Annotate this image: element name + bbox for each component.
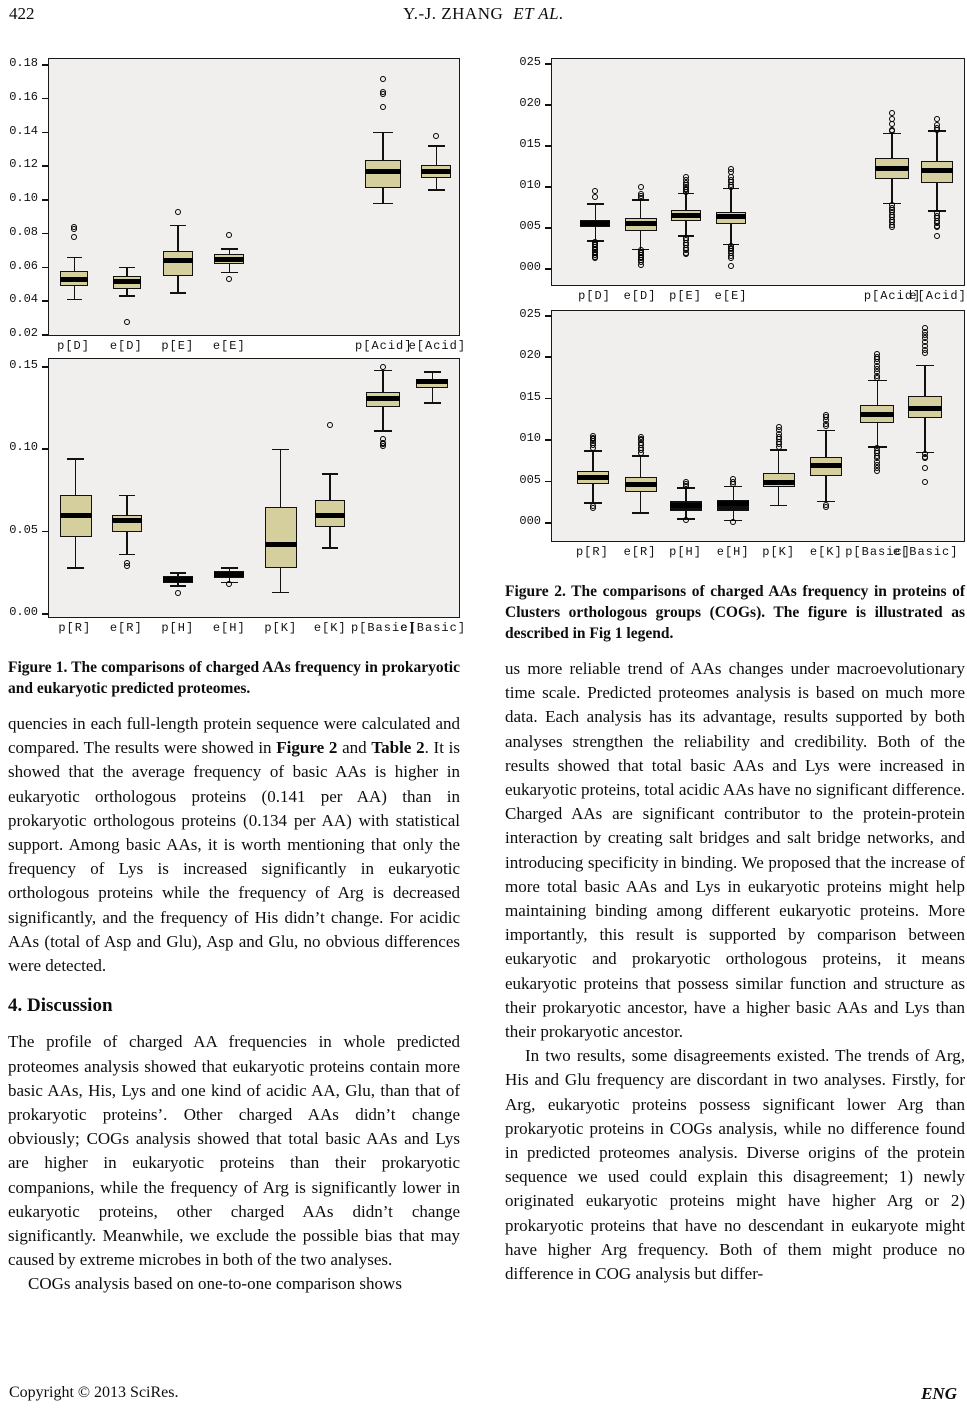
whisker-cap [119, 295, 134, 297]
whisker-cap [373, 132, 393, 134]
x-category-label: p[R] [58, 621, 92, 635]
outlier-point [590, 505, 596, 511]
whisker-cap [272, 592, 290, 594]
text-run: In two results, some disagreements existed. The trends of Arg, His and Glu frequency are discordant in two analyses. Firstly, for Arg, eukaryotic proteins possess significant lower Arg than prokaryotic proteins in COGs analysis, while no difference found in predicted proteomes analysis. Diverse origins of the protein sequence we used could explain this disagreement; 1) newly originated eukaryotic proteins might have higher Arg or 2) prokaryotic proteins that have no descendant in eukaryote might have higher Arg frequency. Both of them might produce no difference in COG analysis but differ- [505, 1046, 965, 1284]
page-number: 422 [9, 4, 35, 23]
median-p[D] [580, 221, 610, 226]
whisker-cap [170, 225, 187, 227]
y-tick-label: 015 [519, 389, 541, 404]
whisker-cap [587, 203, 604, 205]
median-p[Acid] [875, 166, 909, 171]
plot-area [48, 358, 460, 618]
x-category-label: p[Acid] [863, 289, 922, 303]
x-category-label: p[Acid] [355, 339, 413, 353]
y-tick-mark [545, 268, 551, 270]
x-category-label: p[E] [669, 289, 702, 303]
median-p[Basic] [860, 412, 894, 417]
box-p[Acid] [365, 160, 401, 189]
running-head-etal: ET AL. [513, 4, 564, 23]
y-tick-label: 005 [519, 472, 541, 487]
whisker-cap [373, 203, 393, 205]
y-tick-label: 020 [519, 348, 541, 363]
figure1 [8, 56, 467, 699]
whisker-cap [119, 554, 136, 556]
x-category-label: e[D] [109, 339, 143, 353]
figure2-top-boxplot [505, 55, 965, 286]
x-category-label: p[D] [578, 289, 611, 303]
y-tick-mark [42, 267, 48, 269]
outlier-point [590, 445, 596, 451]
y-tick-mark [42, 613, 48, 615]
x-category-label: p[H] [161, 621, 195, 635]
outlier-point [874, 468, 880, 474]
whisker-cap [221, 567, 238, 569]
y-tick-mark [42, 199, 48, 201]
outlier-point [71, 234, 77, 240]
whisker-cap [67, 257, 82, 259]
text-run: us more reliable trend of AAs changes under macroevolutionary time scale. Predicted proteomes analysis is based on much more data. Each analysis has its advantage, results supported by both analyses strengthen the reliability and credibility. Both of the results showed that total basic AAs and Lys were increased in eukaryotic proteins, total acidic AAs have no significant difference. Charged AAs are significant contributor to the protein-protein interaction by creating salt bridges and salt bridge networks, and introducing specificity in binding. We proposed that the increase of more total basic AAs and Lys in eukaryotic proteins might help maintaining binding among different eukaryotic proteins. More importantly, this result is supported by comparison between eukaryotic and prokaryotic orthologous proteins, it means eukaryotic proteins that possess similar function and structure as their prokaryotic ancestor, have a higher basic AAs and Lys than their prokaryotic ancestor. [505, 659, 965, 1042]
x-category-label: e[K] [809, 545, 843, 559]
outlier-point [175, 209, 181, 215]
median-e[R] [112, 518, 142, 523]
outlier-point [683, 251, 689, 257]
box-p[E] [163, 251, 193, 276]
y-tick-label: 0.06 [9, 258, 38, 273]
whisker-cap [428, 145, 445, 147]
x-category-label: e[Acid] [408, 339, 467, 353]
median-e[E] [716, 214, 746, 219]
outlier-point [889, 121, 895, 127]
y-tick-mark [42, 233, 48, 235]
median-e[Acid] [421, 169, 451, 174]
median-p[H] [163, 577, 193, 582]
y-tick-label: 0.14 [9, 123, 38, 138]
median-e[K] [315, 513, 345, 518]
text-run: . It is showed that the average frequency of basic AAs is higher in eukaryotic orthologous proteins (0.141 per AA) than in prokaryotic orthologous proteins (0.134 per AA) with statistical support. Among basic AAs, it is worth mentioning that only the frequency of Lys is increased significantly in eukaryotic orthologous proteins while the frequency of Arg is decreased significantly, and the frequency of His didn’t change. For acidic AAs (total of Asp and Glu), Asp and Glu, no obvious differences were detected. [8, 738, 460, 976]
whisker-cap [67, 458, 85, 460]
y-tick-mark [545, 439, 551, 441]
median-e[R] [625, 482, 657, 487]
whisker-cap [119, 495, 136, 497]
median-e[D] [113, 279, 141, 284]
whisker-cap [322, 547, 339, 549]
y-tick-label: 0.12 [9, 157, 38, 172]
median-p[K] [763, 480, 795, 485]
whisker-cap [170, 572, 187, 574]
whisker-cap [424, 371, 442, 373]
x-category-label: p[Basic] [845, 545, 911, 559]
y-tick-label: 0.18 [9, 56, 38, 70]
figure1-caption: Figure 1. The comparisons of charged AAs frequency in prokaryotic and eukaryotic predicted proteomes. [8, 659, 460, 697]
whisker-cap [424, 402, 442, 404]
outlier-point [380, 443, 386, 449]
outlier-point [433, 133, 439, 139]
outlier-point [592, 194, 598, 200]
outlier-point [226, 232, 232, 238]
y-tick-mark [42, 132, 48, 134]
median-p[D] [60, 277, 88, 282]
outlier-point [889, 224, 895, 230]
outlier-point [683, 517, 689, 523]
median-e[H] [214, 572, 244, 577]
y-tick-label: 0.10 [9, 191, 38, 205]
y-tick-label: 0.04 [9, 292, 38, 307]
copyright-text: Copyright © 2013 SciRes. [9, 1384, 179, 1401]
x-category-label: p[H] [669, 545, 702, 559]
y-tick-label: 015 [519, 137, 541, 151]
x-category-label: p[R] [575, 545, 609, 559]
y-tick-mark [545, 145, 551, 147]
whisker-cap [817, 430, 835, 432]
x-category-label: e[H] [212, 621, 246, 635]
text-run: quencies in each full-length protein sequence were calculated and compared. The results were showed in [8, 714, 460, 758]
figure1-bottom-boxplot [8, 358, 460, 618]
text-run: The profile of charged AA frequencies in whole predicted proteomes analysis showed that eukaryotic proteins contain more basic AAs, His, Lys and one kind of acidic AA, Glu, than that of prokaryotic proteins’. Other charged AAs didn’t change obviously; COGs analysis showed that total basic AAs and Lys are higher in eukaryotic proteins than their prokaryotic companions, while the frequency of Arg is significantly lower in eukaryotic proteins, other charged AAs didn’t change significantly. Meanwhile, we exclude the possible bias that may caused by extreme microbes in both of the two analyses. [8, 1032, 460, 1270]
y-tick-mark [545, 398, 551, 400]
x-category-label: e[R] [109, 621, 143, 635]
right-column [505, 55, 967, 1286]
paragraph [505, 1044, 965, 1286]
y-tick-mark [42, 300, 48, 302]
outlier-point [776, 444, 782, 450]
bold-text: Figure 2 [276, 738, 338, 758]
x-category-label: e[D] [623, 289, 657, 303]
y-tick-mark [545, 186, 551, 188]
median-p[E] [671, 213, 701, 218]
median-p[Basic] [366, 396, 400, 401]
figure2 [505, 55, 967, 644]
figure2-bottom-x-axis [505, 542, 965, 568]
x-category-label: e[Basic] [892, 545, 959, 559]
median-p[H] [670, 503, 702, 508]
y-tick-label: 025 [519, 307, 541, 321]
outlier-point [728, 255, 734, 261]
y-tick-mark [545, 315, 551, 317]
x-category-label: e[R] [623, 545, 657, 559]
figure1-top-x-axis [8, 336, 467, 358]
outlier-point [638, 450, 644, 456]
x-category-label: p[K] [762, 545, 796, 559]
x-category-label: e[H] [716, 545, 750, 559]
plot-area [551, 310, 965, 542]
outlier-point [934, 127, 940, 133]
journal-abbrev: ENG [921, 1384, 957, 1403]
y-tick-mark [42, 531, 48, 533]
y-tick-label: 020 [519, 96, 541, 110]
outlier-point [226, 581, 232, 587]
y-tick-label: 025 [519, 55, 541, 69]
outlier-point [922, 465, 928, 471]
outlier-point [124, 560, 130, 566]
plot-area [48, 58, 460, 336]
x-category-label: e[K] [313, 621, 347, 635]
outlier-point [728, 263, 734, 269]
outlier-point [823, 423, 829, 429]
median-e[K] [810, 463, 842, 468]
outlier-point [934, 233, 940, 239]
outlier-point [823, 504, 829, 510]
box-p[K] [265, 507, 297, 568]
x-category-label: e[Acid] [909, 289, 967, 303]
outlier-point [730, 519, 736, 525]
outlier-point [124, 319, 130, 325]
figure2-caption: Figure 2. The comparisons of charged AAs frequency in proteins of Clusters orthologous groups (COGs). The figure is illustrated as described in Fig 1 legend. [505, 583, 965, 642]
whisker-cap [221, 272, 238, 274]
median-e[H] [717, 501, 749, 506]
figure2-bottom-boxplot [505, 307, 965, 542]
median-p[Acid] [365, 169, 401, 174]
right-column-text [505, 657, 965, 1286]
left-column [8, 56, 467, 1297]
outlier-point [638, 184, 644, 190]
y-tick-label: 010 [519, 431, 541, 446]
whisker-cap [770, 505, 788, 507]
y-tick-mark [545, 522, 551, 524]
y-tick-label: 0.02 [9, 326, 38, 340]
y-tick-mark [545, 63, 551, 65]
outlier-point [592, 255, 598, 261]
y-tick-mark [545, 104, 551, 106]
x-category-label: p[K] [264, 621, 298, 635]
outlier-point [638, 262, 644, 268]
bold-text: Table 2 [371, 738, 425, 758]
whisker-cap [170, 585, 187, 587]
running-head [0, 4, 967, 24]
whisker-cap [428, 189, 445, 191]
y-tick-label: 000 [519, 514, 541, 528]
median-p[E] [163, 258, 193, 263]
outlier-point [327, 422, 333, 428]
median-p[R] [60, 513, 92, 518]
outlier-point [922, 455, 928, 461]
y-tick-mark [42, 64, 48, 66]
median-e[D] [625, 221, 657, 226]
y-tick-label: 0.15 [9, 358, 38, 372]
whisker-cap [67, 299, 82, 301]
page-header [0, 4, 967, 28]
outlier-point [380, 76, 386, 82]
y-tick-label: 0.08 [9, 224, 38, 239]
median-e[E] [214, 257, 244, 262]
y-tick-mark [42, 98, 48, 100]
median-e[Basic] [908, 406, 942, 411]
whisker-cap [374, 430, 393, 432]
x-category-label: p[E] [161, 339, 195, 353]
text-run: COGs analysis based on one-to-one comparison shows [28, 1274, 402, 1294]
y-tick-mark [42, 165, 48, 167]
paragraph [8, 1030, 460, 1272]
whisker-cap [170, 292, 187, 294]
y-tick-label: 010 [519, 178, 541, 192]
y-tick-label: 0.16 [9, 89, 38, 104]
outlier-point [683, 483, 689, 489]
y-tick-mark [545, 227, 551, 229]
outlier-point [934, 224, 940, 230]
whisker-cap [119, 267, 134, 269]
text-run: and [337, 738, 372, 758]
x-category-label: p[D] [57, 339, 90, 353]
y-tick-label: 000 [519, 260, 541, 274]
median-e[Basic] [416, 379, 448, 384]
whisker-cap [322, 473, 339, 475]
outlier-point [683, 189, 689, 195]
outlier-point [226, 276, 232, 282]
section-heading: 4. Discussion [8, 995, 113, 1017]
outlier-point [922, 350, 928, 356]
x-category-label: e[E] [714, 289, 748, 303]
figure1-top-boxplot [8, 56, 460, 340]
outlier-point [175, 590, 181, 596]
y-tick-mark [42, 448, 48, 450]
x-category-label: p[Basic] [350, 621, 417, 635]
page-footer [0, 1384, 967, 1408]
median-p[R] [577, 475, 609, 480]
y-tick-label: 0.00 [9, 605, 38, 619]
x-category-label: e[E] [212, 339, 246, 353]
x-category-label: e[Basic] [400, 621, 467, 635]
y-tick-mark [42, 366, 48, 368]
whisker-cap [632, 512, 650, 514]
y-tick-label: 005 [519, 219, 541, 233]
median-e[Acid] [921, 168, 953, 173]
outlier-point [922, 479, 928, 485]
median-p[K] [265, 542, 297, 547]
whisker-cap [272, 449, 290, 451]
paragraph [505, 657, 965, 1044]
figure2-top-x-axis [505, 286, 965, 310]
paragraph [8, 712, 460, 978]
y-tick-label: 0.05 [9, 522, 38, 537]
running-head-author: Y.-J. ZHANG [403, 4, 504, 23]
outlier-point [380, 104, 386, 110]
y-tick-mark [545, 481, 551, 483]
figure1-bottom-x-axis [8, 618, 467, 644]
plot-area [551, 58, 965, 286]
whisker-cap [67, 567, 85, 569]
whisker-cap [916, 365, 935, 367]
y-tick-mark [545, 356, 551, 358]
y-tick-label: 0.10 [9, 440, 38, 455]
left-column-text [8, 712, 460, 1297]
whisker-cap [221, 248, 238, 250]
paragraph [8, 1272, 460, 1296]
